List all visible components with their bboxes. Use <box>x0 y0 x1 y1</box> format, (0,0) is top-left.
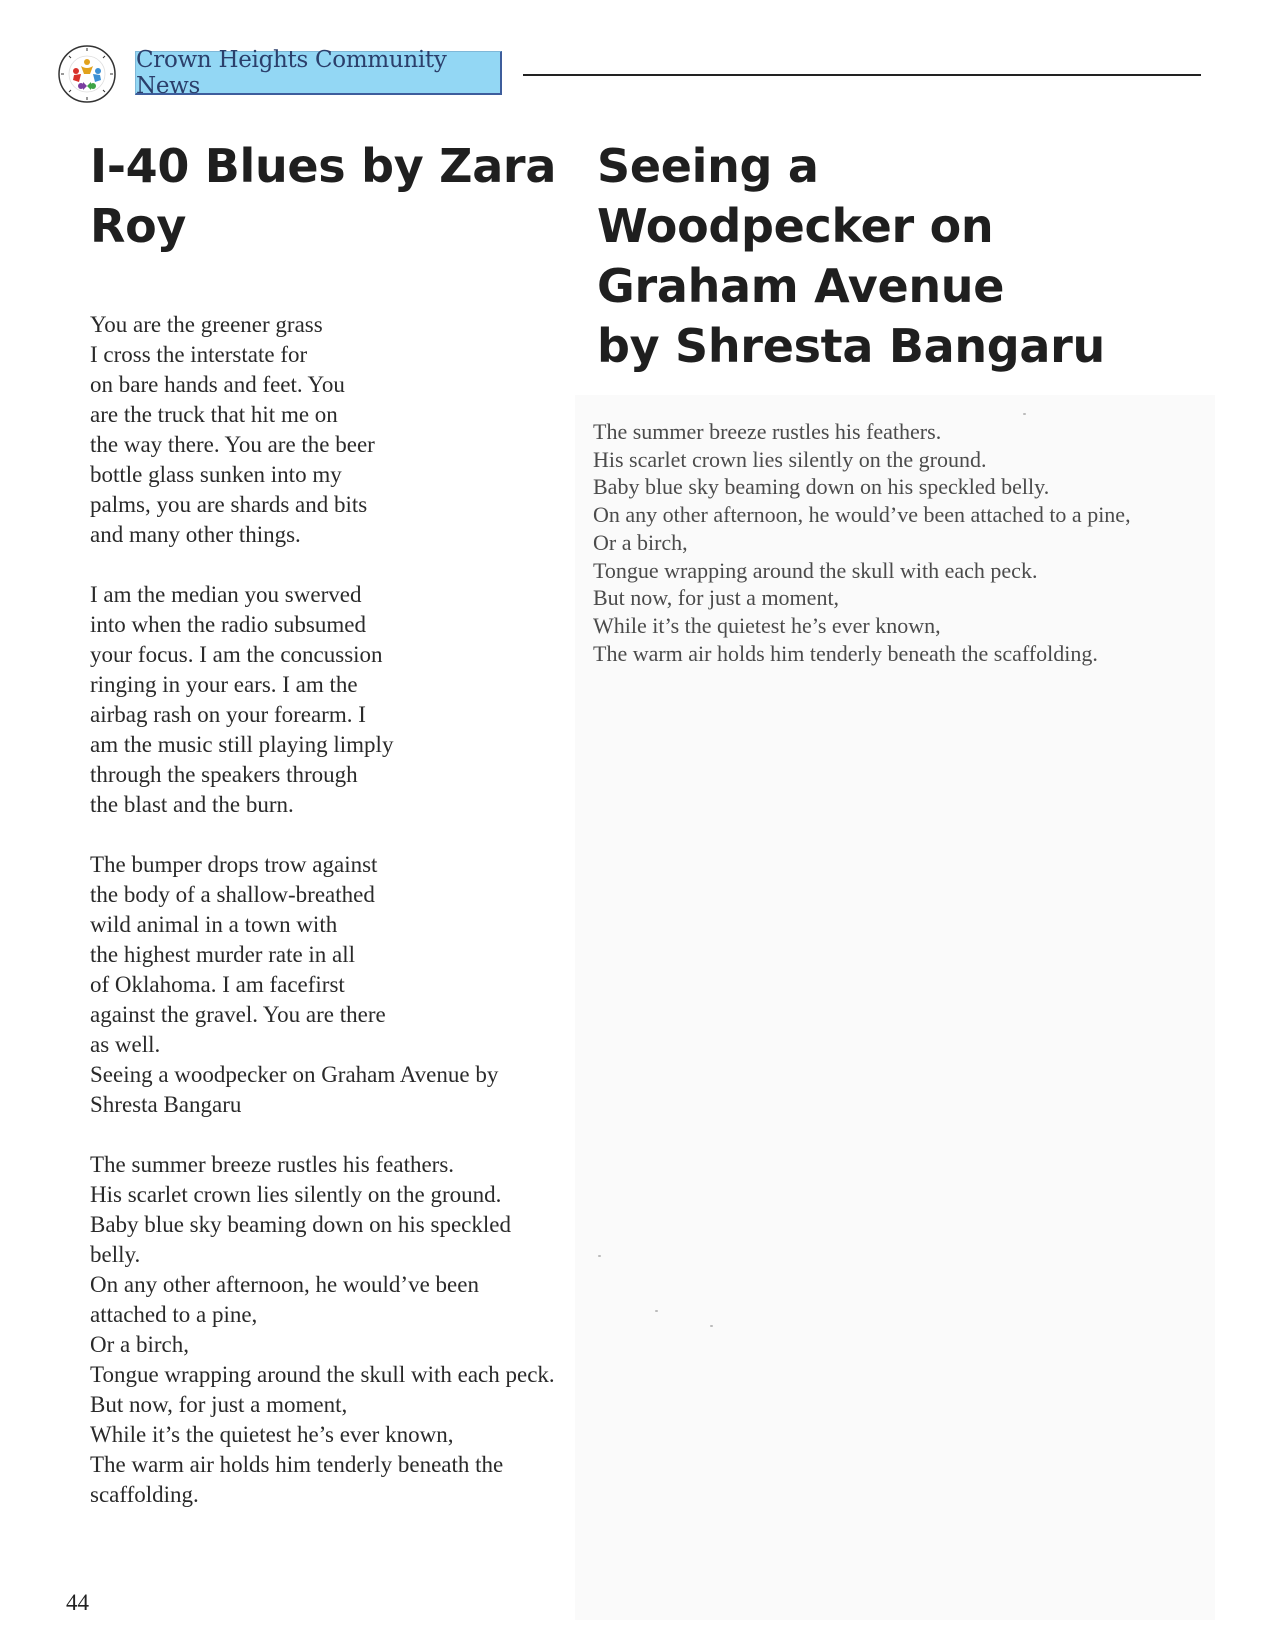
poem1-stanza-3 <box>90 850 560 1120</box>
poem-line: While it’s the quietest he’s ever known, <box>593 612 941 638</box>
community-logo-icon <box>57 44 117 104</box>
poem-line: are the truck that hit me on <box>90 402 338 427</box>
page-number: 44 <box>66 1590 89 1615</box>
poem-line: wild animal in a town with <box>90 912 338 937</box>
poem-line: airbag rash on your forearm. I <box>90 702 366 727</box>
poem-line: The bumper drops trow against <box>90 852 378 877</box>
poem-line: On any other afternoon, he would’ve been attached to a pine, <box>593 502 1131 528</box>
poem-line: the blast and the burn. <box>90 792 294 817</box>
poem-line: But now, for just a moment, <box>593 585 840 611</box>
poem-line: Baby blue sky beaming down on his speckled belly. <box>593 474 1050 500</box>
publication-masthead: Crown Heights Community News <box>135 51 502 95</box>
poem-line: Tongue wrapping around the skull with each peck. <box>90 1362 555 1387</box>
poem-line: am the music still playing limply <box>90 732 394 757</box>
poem-line: bottle glass sunken into my <box>90 462 342 487</box>
poem-line: Seeing a woodpecker on Graham Avenue by <box>90 1062 499 1087</box>
poem-line: On any other afternoon, he would’ve been attached to a pine, <box>90 1272 479 1327</box>
poem1-stanza-2 <box>90 580 560 820</box>
scan-speck <box>710 1325 713 1327</box>
poem-line: His scarlet crown lies silently on the ground. <box>90 1182 502 1207</box>
poem2-body <box>593 418 1213 667</box>
poem2-title-line: Graham Avenue <box>597 259 1005 313</box>
poem-line: I cross the interstate for <box>90 342 308 367</box>
poem-line: your focus. I am the concussion <box>90 642 383 667</box>
poem-line: Or a birch, <box>593 529 688 555</box>
poem-line: and many other things. <box>90 522 301 547</box>
poem-line: The warm air holds him tenderly beneath the scaffolding. <box>593 640 1098 666</box>
poem-line: the body of a shallow-breathed <box>90 882 375 907</box>
poem-line: on bare hands and feet. You <box>90 372 345 397</box>
poem-line: as well. <box>90 1032 161 1057</box>
poem-line: the highest murder rate in all <box>90 942 356 967</box>
scan-speck <box>598 1255 601 1257</box>
scan-speck <box>1023 413 1026 415</box>
header-divider <box>523 74 1201 76</box>
poem-line: The warm air holds him tenderly beneath the scaffolding. <box>90 1452 504 1507</box>
poem-line: The summer breeze rustles his feathers. <box>593 419 942 444</box>
poem-line: The summer breeze rustles his feathers. <box>90 1152 455 1177</box>
poem2-title-line: by Shresta Bangaru <box>597 319 1105 373</box>
poem-line: through the speakers through <box>90 762 358 787</box>
poem-line: I am the median you swerved <box>90 582 362 607</box>
poem1-title: I-40 Blues by Zara Roy <box>90 139 557 253</box>
poem2-title-line: Seeing a <box>597 139 819 193</box>
poem-line: Or a birch, <box>90 1332 189 1357</box>
poem1-stanza-4 <box>90 1150 560 1510</box>
poem2-title <box>597 136 1197 376</box>
poem-line: ringing in your ears. I am the <box>90 672 358 697</box>
poem-line: palms, you are shards and bits <box>90 492 368 517</box>
poem-line: the way there. You are the beer <box>90 432 375 457</box>
poem2-title-line: Woodpecker on <box>597 199 994 253</box>
poem-line: His scarlet crown lies silently on the ground. <box>593 446 987 472</box>
poem-line: While it’s the quietest he’s ever known, <box>90 1422 454 1447</box>
scan-speck <box>655 1310 658 1312</box>
poem-line: Tongue wrapping around the skull with each peck. <box>593 557 1038 583</box>
poem-line: But now, for just a moment, <box>90 1392 348 1417</box>
poem1-body <box>90 310 560 1510</box>
poem-line: Shresta Bangaru <box>90 1092 242 1117</box>
poem-line: into when the radio subsumed <box>90 612 366 637</box>
poem1-stanza-1 <box>90 310 560 550</box>
poem-line: Baby blue sky beaming down on his speckled belly. <box>90 1212 511 1267</box>
poem-line: of Oklahoma. I am facefirst <box>90 972 345 997</box>
poem-line: against the gravel. You are there <box>90 1002 386 1027</box>
poem-line: You are the greener grass <box>90 312 323 337</box>
